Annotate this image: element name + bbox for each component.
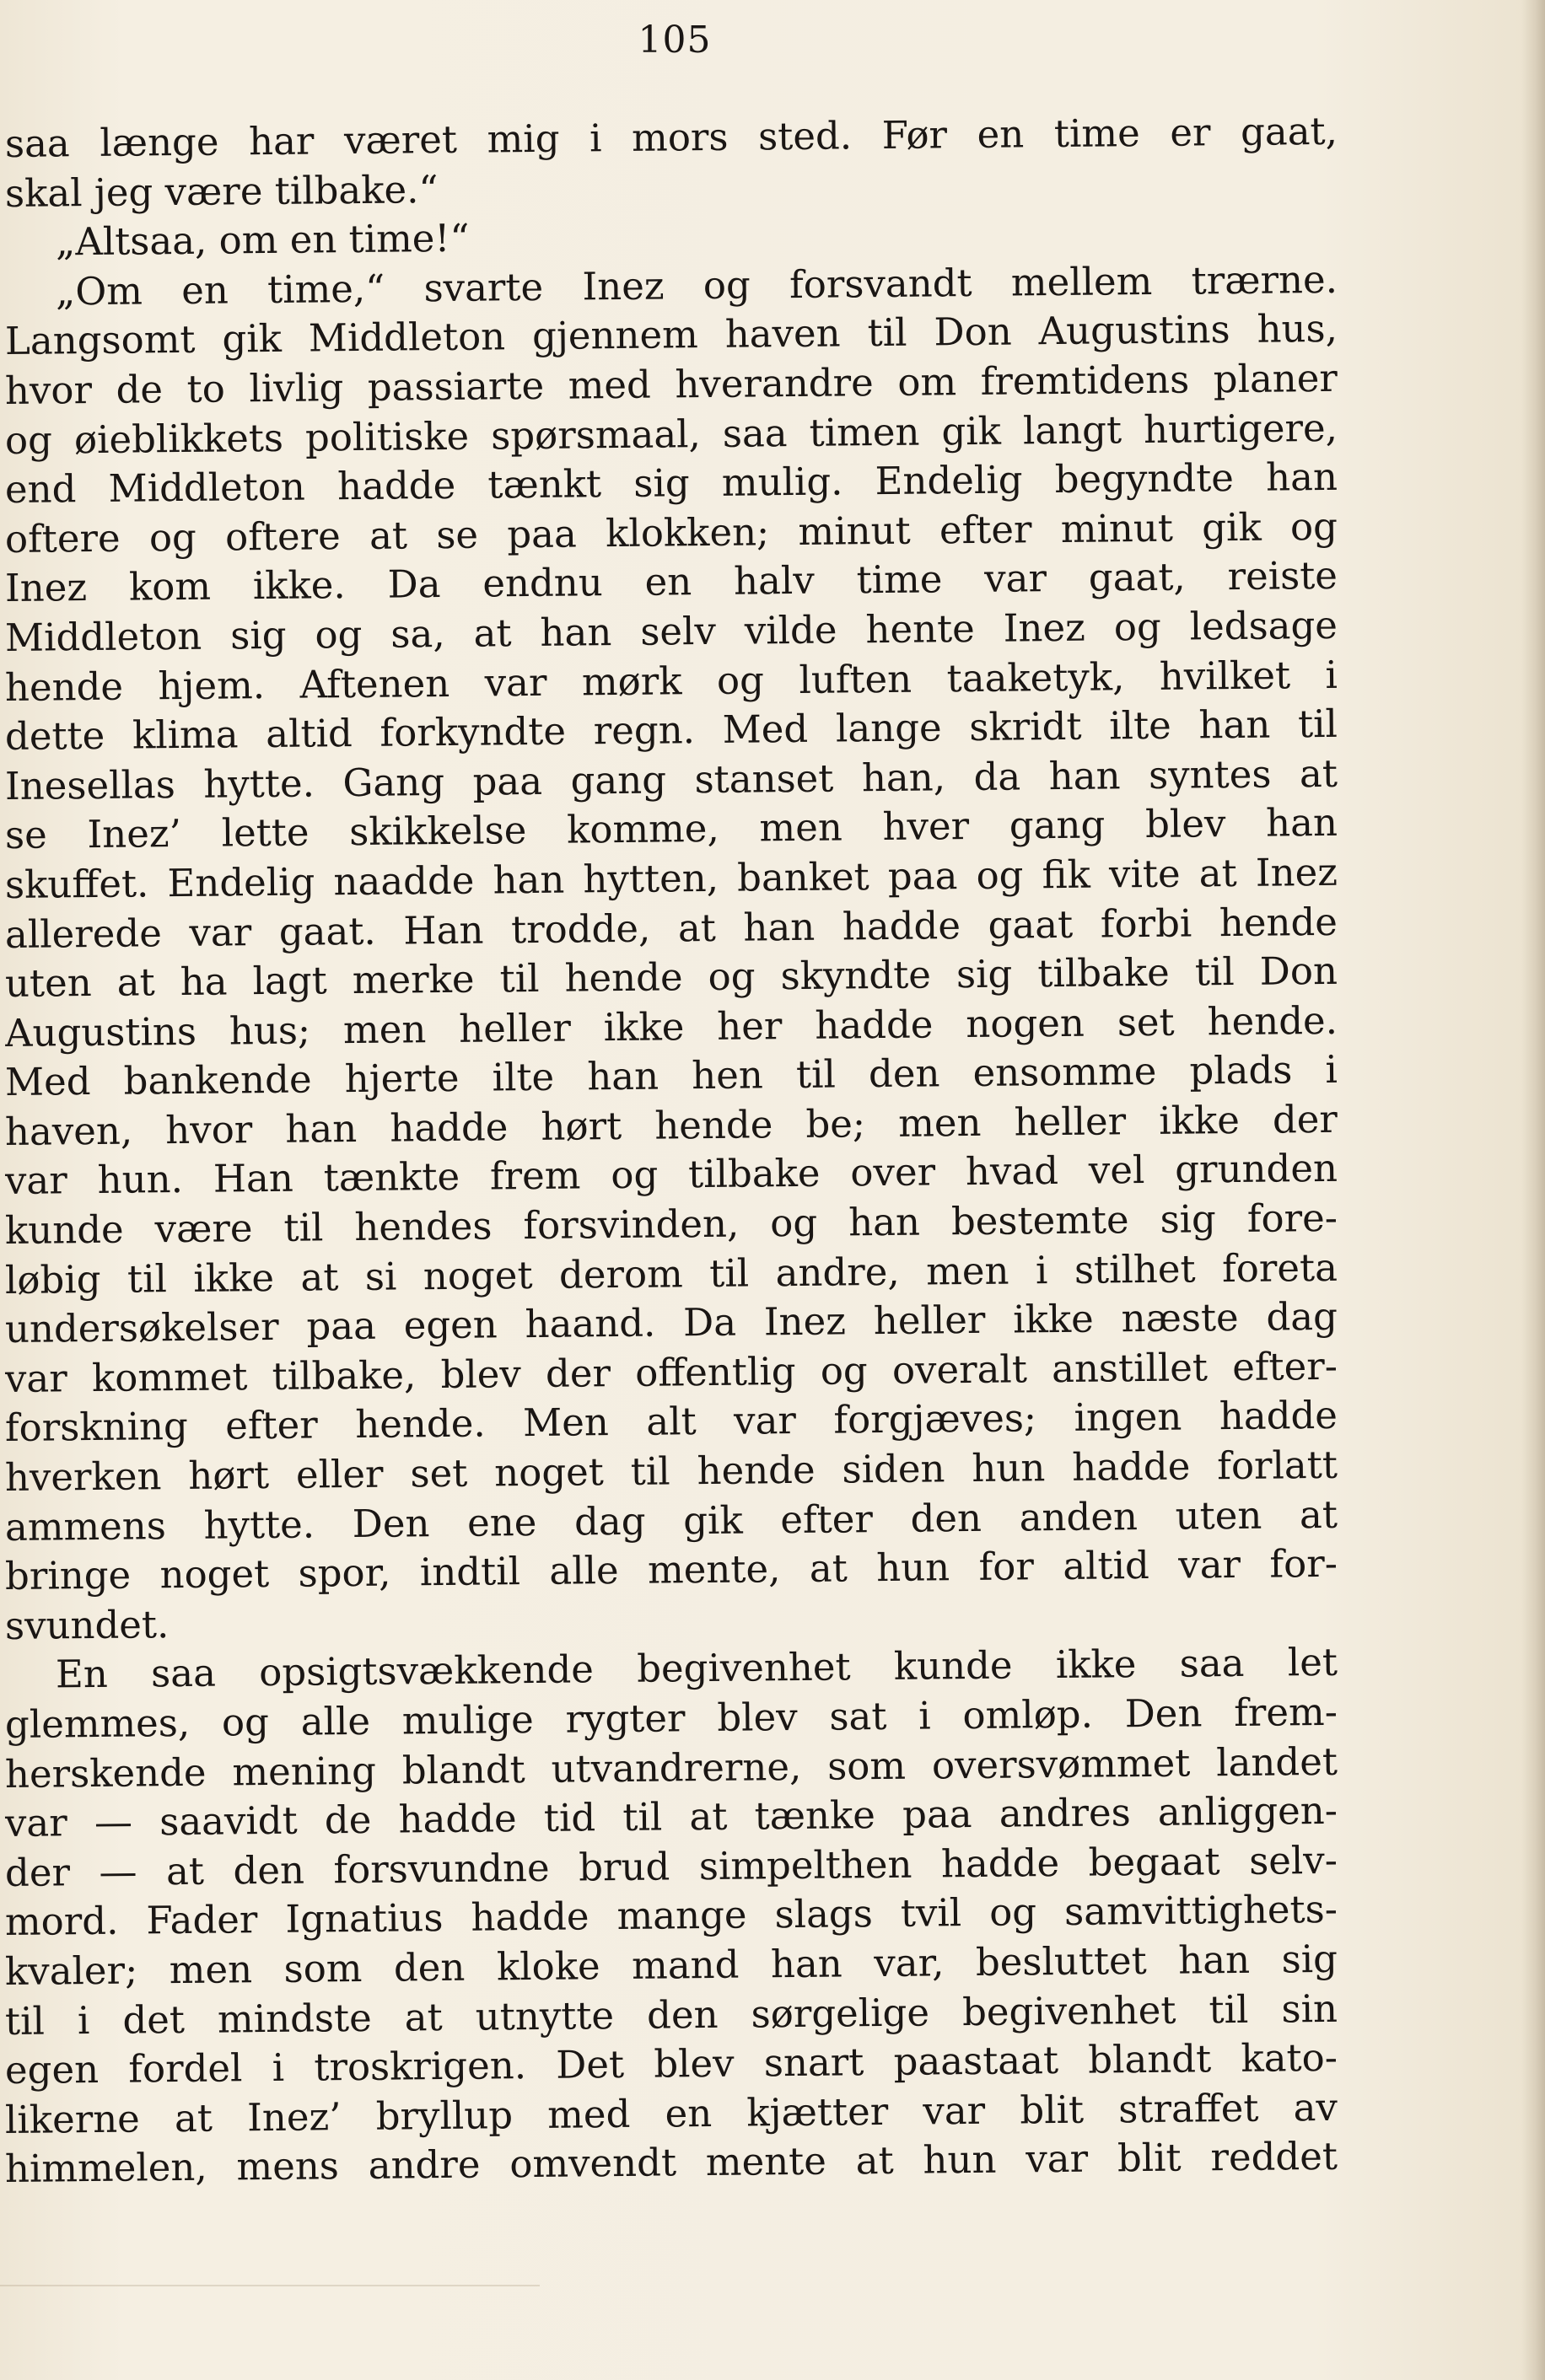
text-line: se Inez’ lette skikkelse komme, men hver gang blev han — [4, 800, 1338, 858]
text-line: løbig til ikke at si noget derom til andre, men i stilhet foreta — [4, 1244, 1338, 1303]
text-line: mord. Fader Ignatius hadde mange slags tvil og samvittighets- — [4, 1887, 1338, 1945]
text-line: herskende mening blandt utvandrerne, som oversvømmet landet — [4, 1738, 1338, 1797]
text-line: oftere og oftere at se paa klokken; minut efter minut gik og — [4, 503, 1338, 561]
text-line: Inesellas hytte. Gang paa gang stanset han, da han syntes at — [4, 750, 1338, 809]
text-line: „Altsaa, om en time!“ — [55, 215, 470, 265]
text-line: Med bankende hjerte ilte han hen til den ensomme plads i — [4, 1047, 1338, 1105]
text-line: var kommet tilbake, blev der offentlig og overalt anstillet efter- — [4, 1343, 1338, 1401]
page-number: 105 — [638, 19, 712, 62]
text-line: hende hjem. Aftenen var mørk og luften taaketyk, hvilket i — [4, 652, 1338, 710]
text-line: dette klima altid forkyndte regn. Med lange skridt ilte han til — [4, 701, 1338, 760]
text-line: skal jeg være tilbake.“ — [4, 166, 439, 216]
text-line: forskning efter hende. Men alt var forgjæves; ingen hadde — [4, 1393, 1338, 1451]
text-line: hverken hørt eller set noget til hende siden hun hadde forlatt — [4, 1442, 1338, 1501]
text-line: kunde være til hendes forsvinden, og han bestemte sig fore- — [4, 1195, 1338, 1254]
text-line: ammens hytte. Den ene dag gik efter den anden uten at — [4, 1491, 1338, 1550]
text-line: var hun. Han tænkte frem og tilbake over hvad vel grunden — [4, 1146, 1338, 1204]
text-line: Middleton sig og sa, at han selv vilde hente Inez og ledsage — [4, 602, 1338, 660]
text-line: svundet. — [4, 1601, 170, 1648]
text-line: saa længe har været mig i mors sted. Før en time er gaat, — [4, 108, 1338, 166]
text-line: likerne at Inez’ bryllup med en kjætter var blit straffet av — [4, 2084, 1338, 2142]
text-line: skuffet. Endelig naadde han hytten, banket paa og fik vite at Inez — [4, 849, 1338, 907]
text-line: kvaler; men som den kloke mand han var, besluttet han sig — [4, 1936, 1338, 1994]
text-line: Inez kom ikke. Da endnu en halv time var gaat, reiste — [4, 553, 1338, 611]
text-line: egen fordel i troskrigen. Det blev snart paastaat blandt kato- — [4, 2034, 1338, 2093]
page-edge-shadow — [1521, 0, 1545, 2380]
text-line: og øieblikkets politiske spørsmaal, saa timen gik langt hurtigere, — [4, 405, 1338, 463]
text-line: der — at den forsvundne brud simpelthen hadde begaat selv- — [4, 1837, 1338, 1895]
text-line: allerede var gaat. Han trodde, at han hadde gaat forbi hende — [4, 899, 1338, 957]
text-line: bringe noget spor, indtil alle mente, at hun for altid var for- — [4, 1541, 1338, 1599]
text-line: En saa opsigtsvækkende begivenhet kunde ikke saa let — [55, 1640, 1338, 1697]
text-line: Augustins hus; men heller ikke her hadde nogen set hende. — [4, 997, 1338, 1056]
text-line: haven, hvor han hadde hørt hende be; men heller ikke der — [4, 1096, 1338, 1154]
text-line: glemmes, og alle mulige rygter blev sat i omløp. Den frem- — [4, 1689, 1338, 1747]
text-line: uten at ha lagt merke til hende og skyndte sig tilbake til Don — [4, 948, 1338, 1007]
text-line: himmelen, mens andre omvendt mente at hun var blit reddet — [4, 2134, 1338, 2192]
body-text — [4, 108, 1338, 2195]
text-line: Langsomt gik Middleton gjennem haven til Don Augustins hus, — [4, 306, 1338, 364]
text-line: end Middleton hadde tænkt sig mulig. Endelig begyndte han — [4, 454, 1338, 513]
text-line: var — saavidt de hadde tid til at tænke paa andres anliggen- — [4, 1788, 1338, 1846]
page-smudge — [0, 2285, 540, 2286]
text-line: til i det mindste at utnytte den sørgelige begivenhet til sin — [4, 1985, 1338, 2044]
text-line: undersøkelser paa egen haand. Da Inez heller ikke næste dag — [4, 1294, 1338, 1352]
text-line: „Om en time,“ svarte Inez og forsvandt mellem trærne. — [55, 256, 1338, 314]
text-line: hvor de to livlig passiarte med hverandre om fremtidens planer — [4, 355, 1338, 413]
